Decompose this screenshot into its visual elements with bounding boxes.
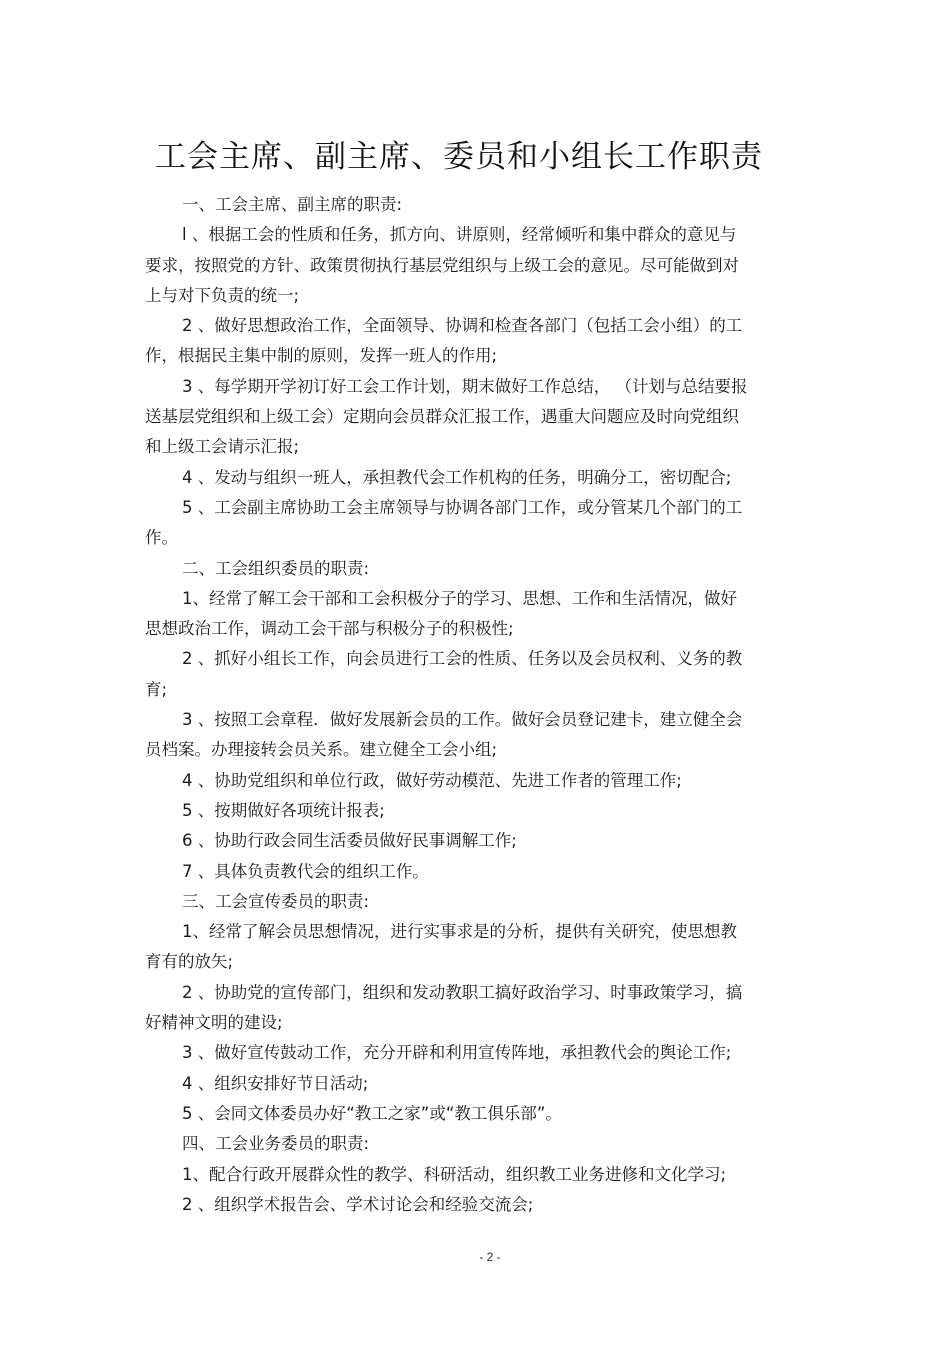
page-number: - 2 -: [479, 1250, 501, 1264]
text-line: 2 、抓好小组长工作，向会员进行工会的性质、任务以及会员权利、义务的教: [182, 649, 743, 669]
text-line: 2 、组织学术报告会、学术讨论会和经验交流会;: [182, 1194, 534, 1214]
text-line: 和上级工会请示汇报;: [145, 437, 300, 457]
document-body: [145, 190, 810, 1220]
text-line: 5 、按期做好各项统计报表;: [182, 800, 385, 820]
text-line: 1、经常了解会员思想情况，进行实事求是的分析，提供有关研究，使思想教: [182, 922, 737, 942]
text-line: 员档案。办理接转会员关系。建立健全工会小组;: [145, 740, 498, 760]
text-line: 2 、做好思想政治工作，全面领导、协调和检查各部门（包括工会小组）的工: [182, 316, 743, 336]
text-line: 4 、发动与组织一班人，承担教代会工作机构的任务，明确分工，密切配合;: [182, 467, 732, 487]
text-line: 好精神文明的建设;: [145, 1013, 283, 1033]
text-line: 作，根据民主集中制的原则，发挥一班人的作用;: [145, 346, 498, 366]
text-line: 1、配合行政开展群众性的教学、科研活动，组织教工业务进修和文化学习;: [182, 1164, 727, 1184]
text-line: 3 、每学期开学初订好工会工作计划，期末做好工作总结， （计划与总结要报: [182, 376, 748, 396]
text-line: 育有的放矢;: [145, 952, 234, 972]
section-heading: 一、工会主席、副主席的职责:: [182, 195, 403, 214]
text-line: 6 、协助行政会同生活委员做好民事调解工作;: [182, 831, 517, 851]
text-line: 4 、组织安排好节日活动;: [182, 1073, 369, 1093]
text-line: 育;: [145, 679, 168, 699]
text-line: l 、根据工会的性质和任务，抓方向、讲原则，经常倾听和集中群众的意见与: [182, 225, 737, 245]
text-line: 4 、协助党组织和单位行政，做好劳动模范、先进工作者的管理工作;: [182, 770, 682, 790]
section-heading: 二、工会组织委员的职责:: [182, 558, 370, 578]
text-line: 思想政治工作，调动工会干部与积极分子的积极性;: [145, 619, 514, 639]
text-line: 7 、具体负责教代会的组织工作。: [182, 861, 429, 881]
text-line: 3 、做好宣传鼓动工作，充分开辟和利用宣传阵地，承担教代会的舆论工作;: [182, 1043, 732, 1063]
text-line: 上与对下负责的统一;: [145, 285, 300, 305]
text-line: 送基层党组织和上级工会）定期向会员群众汇报工作，遇重大问题应及时向党组织: [145, 407, 739, 427]
document-title: 工会主席、副主席、委员和小组长工作职责: [155, 138, 763, 175]
text-line: 作。: [145, 528, 178, 548]
section-heading: 三、工会宣传委员的职责:: [182, 891, 370, 911]
text-line: 5 、会同文体委员办好“教工之家”或“教工俱乐部”。: [182, 1103, 562, 1123]
section-heading: 四、工会业务委员的职责:: [182, 1134, 370, 1154]
text-line: 5 、工会副主席协助工会主席领导与协调各部门工作，或分管某几个部门的工: [182, 497, 743, 517]
text-line: 3 、按照工会章程．做好发展新会员的工作。做好会员登记建卡，建立健全会: [182, 710, 743, 730]
text-line: 1、经常了解工会干部和工会积极分子的学习、思想、工作和生活情况，做好: [182, 588, 737, 608]
text-line: 2 、协助党的宣传部门，组织和发动教职工搞好政治学习、时事政策学习，搞: [182, 982, 743, 1002]
text-line: 要求，按照党的方针、政策贯彻执行基层党组织与上级工会的意见。尽可能做到对: [145, 255, 739, 275]
